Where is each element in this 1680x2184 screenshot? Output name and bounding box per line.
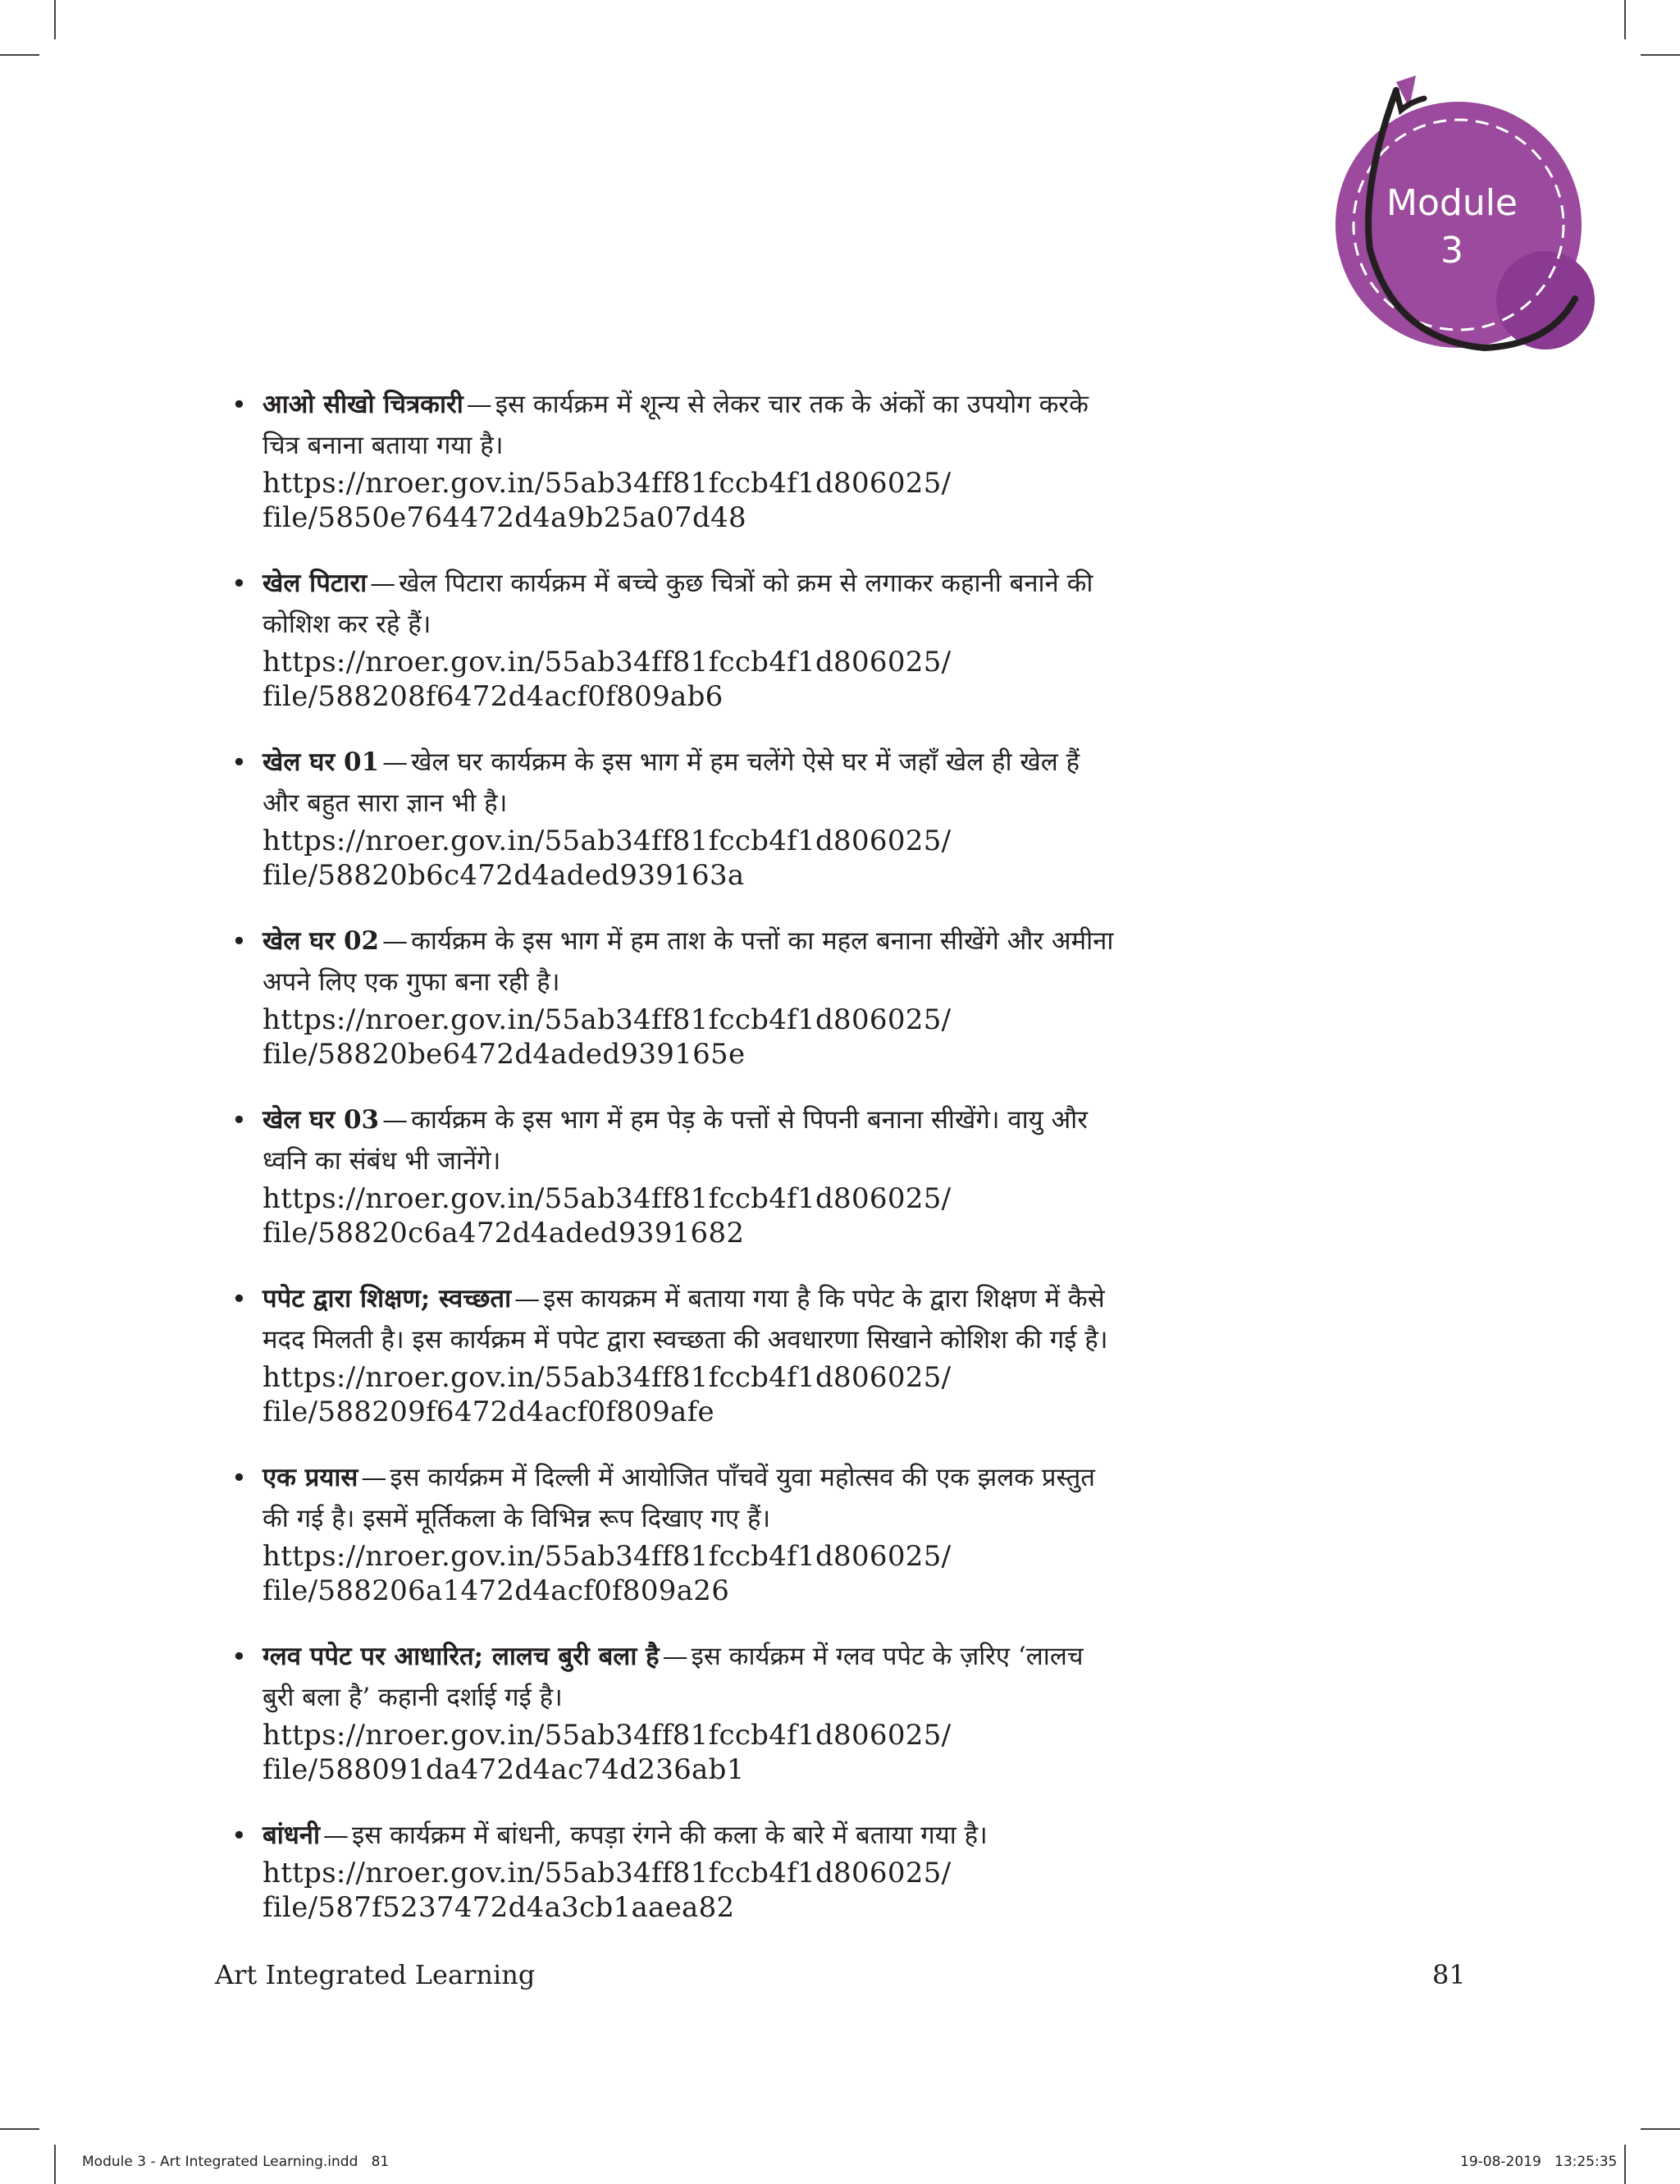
item-url[interactable]: file/588208f6472d4acf0f809ab6 xyxy=(262,680,724,713)
module-label: Module xyxy=(1386,182,1518,224)
item-url[interactable]: https://nroer.gov.in/55ab34ff81fccb4f1d806025/ xyxy=(262,1719,952,1752)
list-item: • ग्लव पपेट पर आधारित; लालच बुरी बला है — इस कार्यक्रम में ग्लव पपेट के ज़रिए ‘लालच बुरी बला है’ कहानी दर्शाई गई है। https://nroer.gov.in/55ab34ff81fccb4f1d806025/ file/588091da472d4ac74d236ab1 xyxy=(230,1636,1116,1787)
item-url[interactable]: https://nroer.gov.in/55ab34ff81fccb4f1d806025/ xyxy=(262,1540,952,1573)
item-url[interactable]: file/58820be6472d4aded939165e xyxy=(262,1038,746,1071)
item-url[interactable]: https://nroer.gov.in/55ab34ff81fccb4f1d806025/ xyxy=(262,825,952,857)
item-url[interactable]: https://nroer.gov.in/55ab34ff81fccb4f1d806025/ xyxy=(262,1182,952,1215)
bullet-icon: • xyxy=(231,1462,247,1493)
item-url[interactable]: https://nroer.gov.in/55ab34ff81fccb4f1d806025/ xyxy=(262,1003,952,1036)
list-item: • आओ सीखो चित्रकारी — इस कार्यक्रम में शून्य से लेकर चार तक के अंकों का उपयोग करके चित्र बनाना बताया गया है। https://nroer.gov.in/55ab34ff81fccb4f1d806025/ file/5850e764472d4a9b25a07d48 xyxy=(230,384,1116,535)
resource-list xyxy=(230,384,1116,1953)
print-slug-file: Module 3 - Art Integrated Learning.indd 81 xyxy=(82,2154,390,2170)
crop-mark xyxy=(0,54,39,56)
item-url[interactable]: file/587f5237472d4a3cb1aaea82 xyxy=(262,1891,735,1924)
crop-mark xyxy=(1641,54,1680,56)
item-url[interactable]: file/58820c6a472d4aded9391682 xyxy=(262,1217,745,1250)
page-number: 81 xyxy=(1432,1959,1466,1990)
crop-mark xyxy=(0,2128,39,2130)
item-description: कार्यक्रम के इस भाग में हम ताश के पत्तों का महल बनाना सीखेंगे और अमीना अपने लिए एक गुफा बना रही है। xyxy=(262,926,1114,997)
item-url[interactable]: https://nroer.gov.in/55ab34ff81fccb4f1d806025/ xyxy=(262,646,952,679)
item-url[interactable]: file/5850e764472d4a9b25a07d48 xyxy=(262,501,746,534)
item-title: ग्लव पपेट पर आधारित; लालच बुरी बला है xyxy=(262,1642,660,1671)
item-title: आओ सीखो चित्रकारी xyxy=(262,390,463,419)
item-title: खेल घर 01 xyxy=(262,747,380,777)
bullet-icon: • xyxy=(231,1104,247,1135)
item-description: इस कार्यक्रम में दिल्ली में आयोजित पाँचवें युवा महोत्सव की एक झलक प्रस्तुत की गई है। इसमें मूर्तिकला के विभिन्न रूप दिखाए गए हैं। xyxy=(262,1463,1095,1533)
item-description: कार्यक्रम के इस भाग में हम पेड़ के पत्तों से पिपनी बनाना सीखेंगे। वायु और ध्वनि का संबंध भी जानेंगे। xyxy=(262,1105,1088,1176)
item-url[interactable]: file/588209f6472d4acf0f809afe xyxy=(262,1396,714,1428)
bullet-icon: • xyxy=(231,389,247,420)
item-title: पपेट द्वारा शिक्षण; स्वच्छता xyxy=(262,1284,512,1314)
bullet-icon: • xyxy=(231,1820,247,1851)
crop-mark xyxy=(1641,2128,1680,2130)
item-description: इस कार्यक्रम में शून्य से लेकर चार तक के अंकों का उपयोग करके चित्र बनाना बताया गया है। xyxy=(262,390,1089,460)
list-item: • खेल घर 01 — खेल घर कार्यक्रम के इस भाग में हम चलेंगे ऐसे घर में जहाँ खेल ही खेल हैं और बहुत सारा ज्ञान भी है। https://nroer.gov.in/55ab34ff81fccb4f1d806025/ file/58820b6c472d4aded939163a xyxy=(230,742,1116,893)
bullet-icon: • xyxy=(231,1283,247,1314)
item-description: खेल पिटारा कार्यक्रम में बच्चे कुछ चित्रों को क्रम से लगाकर कहानी बनाने की कोशिश कर रहे हैं। xyxy=(262,569,1093,639)
bullet-icon: • xyxy=(231,1641,247,1672)
list-item: • खेल घर 02 — कार्यक्रम के इस भाग में हम ताश के पत्तों का महल बनाना सीखेंगे और अमीना अपने लिए एक गुफा बना रही है। https://nroer.gov.in/55ab34ff81fccb4f1d806025/ file/58820be6472d4aded939165e xyxy=(230,921,1116,1071)
list-item: • बांधनी — इस कार्यक्रम में बांधनी, कपड़ा रंगने की कला के बारे में बताया गया है। https://nroer.gov.in/55ab34ff81fccb4f1d806025/ file/587f5237472d4a3cb1aaea82 xyxy=(230,1815,1116,1925)
crop-mark xyxy=(54,0,56,39)
item-url[interactable]: file/58820b6c472d4aded939163a xyxy=(262,859,745,892)
item-title: खेल पिटारा xyxy=(262,569,368,598)
item-url[interactable]: file/588091da472d4ac74d236ab1 xyxy=(262,1753,745,1786)
bullet-icon: • xyxy=(231,925,247,957)
list-item: • खेल पिटारा — खेल पिटारा कार्यक्रम में बच्चे कुछ चित्रों को क्रम से लगाकर कहानी बनाने की कोशिश कर रहे हैं। https://nroer.gov.in/55ab34ff81fccb4f1d806025/ file/588208f6472d4acf0f809ab6 xyxy=(230,563,1116,714)
item-url[interactable]: file/588206a1472d4acf0f809a26 xyxy=(262,1574,730,1607)
list-item: • खेल घर 03 — कार्यक्रम के इस भाग में हम पेड़ के पत्तों से पिपनी बनाना सीखेंगे। वायु और ध्वनि का संबंध भी जानेंगे। https://nroer.gov.in/55ab34ff81fccb4f1d806025/ file/58820c6a472d4aded9391682 xyxy=(230,1099,1116,1250)
module-number: 3 xyxy=(1440,230,1463,272)
item-title: खेल घर 03 xyxy=(262,1105,380,1135)
print-slug-timestamp: 19-08-2019 13:25:35 xyxy=(1460,2154,1618,2170)
item-description: इस कार्यक्रम में ग्लव पपेट के ज़रिए ‘लालच बुरी बला है’ कहानी दर्शाई गई है। xyxy=(262,1642,1084,1712)
item-url[interactable]: https://nroer.gov.in/55ab34ff81fccb4f1d806025/ xyxy=(262,1361,952,1394)
item-description: इस कार्यक्रम में बांधनी, कपड़ा रंगने की कला के बारे में बताया गया है। xyxy=(352,1821,988,1850)
item-title: बांधनी xyxy=(262,1821,321,1850)
list-item: • एक प्रयास — इस कार्यक्रम में दिल्ली में आयोजित पाँचवें युवा महोत्सव की एक झलक प्रस्तुत की गई है। इसमें मूर्तिकला के विभिन्न रूप दिखाए गए हैं। https://nroer.gov.in/55ab34ff81fccb4f1d806025/ file/588206a1472d4acf0f809a26 xyxy=(230,1457,1116,1608)
crop-mark xyxy=(1624,2145,1626,2184)
item-title: खेल घर 02 xyxy=(262,926,380,956)
crop-mark xyxy=(1624,0,1626,39)
crop-mark xyxy=(54,2145,56,2184)
item-url[interactable]: https://nroer.gov.in/55ab34ff81fccb4f1d806025/ xyxy=(262,1857,952,1889)
bullet-icon: • xyxy=(231,568,247,599)
item-description: इस कायक्रम में बताया गया है कि पपेट के द्वारा शिक्षण में कैसे मदद मिलती है। इस कार्यक्रम में पपेट द्वारा स्वच्छता की अवधारणा सिखाने कोशिश की गई है। xyxy=(262,1284,1108,1355)
list-item: • पपेट द्वारा शिक्षण; स्वच्छता — इस कायक्रम में बताया गया है कि पपेट के द्वारा शिक्षण में कैसे मदद मिलती है। इस कार्यक्रम में पपेट द्वारा स्वच्छता की अवधारणा सिखाने कोशिश की गई है। https://nroer.gov.in/55ab34ff81fccb4f1d806025/ file/588209f6472d4acf0f809afe xyxy=(230,1278,1116,1429)
bullet-icon: • xyxy=(231,747,247,778)
module-badge xyxy=(1304,69,1600,364)
item-url[interactable]: https://nroer.gov.in/55ab34ff81fccb4f1d806025/ xyxy=(262,467,952,500)
item-description: खेल घर कार्यक्रम के इस भाग में हम चलेंगे ऐसे घर में जहाँ खेल ही खेल हैं और बहुत सारा ज्ञान भी है। xyxy=(262,747,1080,818)
item-title: एक प्रयास xyxy=(262,1463,358,1492)
book-title: Art Integrated Learning xyxy=(215,1959,536,1990)
